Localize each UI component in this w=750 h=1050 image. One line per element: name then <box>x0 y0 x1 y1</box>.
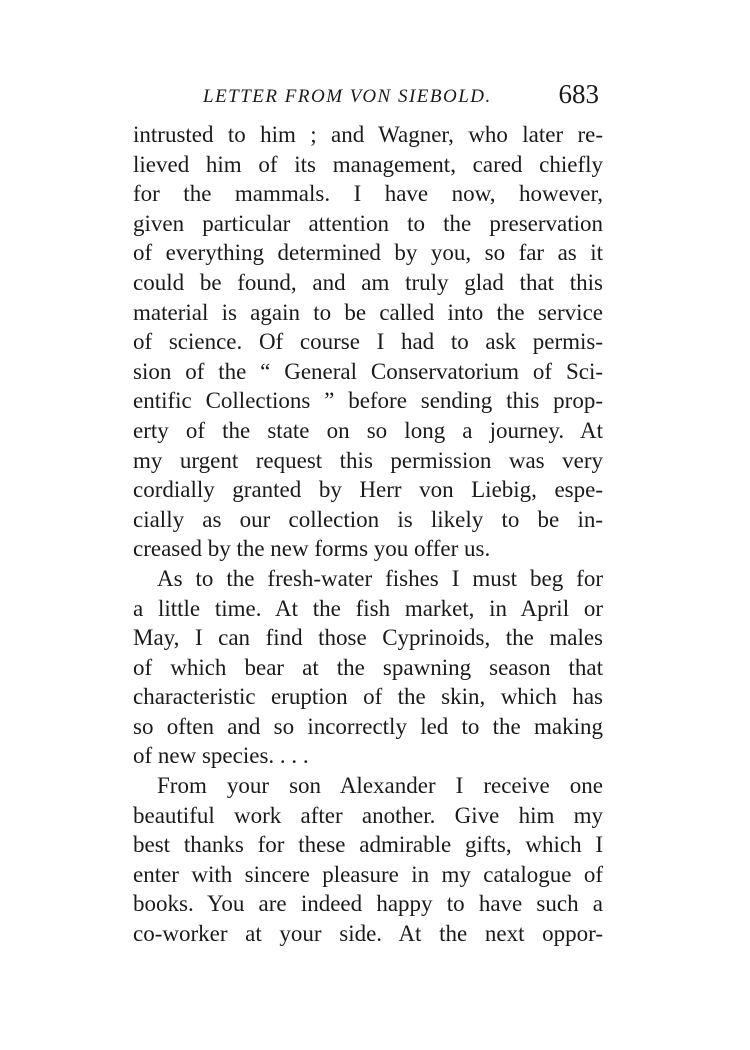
text-line: of science. Of course I had to ask permis- <box>133 329 603 355</box>
text-line: material is again to be called into the service <box>133 299 603 325</box>
paragraph-start-line: As to the fresh-water fishes I must beg for <box>157 565 603 591</box>
running-header <box>133 76 603 116</box>
text-line: enter with sincere pleasure in my catalogue of <box>133 861 603 887</box>
page-number: 683 <box>558 79 599 109</box>
text-line: characteristic eruption of the skin, which has <box>133 684 603 710</box>
text-line: for the mammals. I have now, however, <box>133 181 603 207</box>
text-line: best thanks for these admirable gifts, which I <box>133 832 603 858</box>
paragraph-end-line: of new species. . . . <box>133 743 309 769</box>
text-line: so often and so incorrectly led to the making <box>133 713 603 739</box>
text-line: beautiful work after another. Give him my <box>133 802 603 828</box>
text-line: given particular attention to the preservation <box>133 210 603 236</box>
text-line: entific Collections ” before sending this prop- <box>133 388 603 414</box>
text-line: lieved him of its management, cared chiefly <box>133 151 603 177</box>
paragraph-start-line: From your son Alexander I receive one <box>157 773 603 799</box>
text-line: of which bear at the spawning season that <box>133 654 603 680</box>
text-line: of everything determined by you, so far as it <box>133 240 603 266</box>
running-title: LETTER FROM VON SIEBOLD. <box>203 86 492 107</box>
text-line: a little time. At the fish market, in April or <box>133 595 603 621</box>
text-line: books. You are indeed happy to have such a <box>133 891 603 917</box>
text-line: cordially granted by Herr von Liebig, espe- <box>133 477 603 503</box>
text-line: cially as our collection is likely to be in- <box>133 506 603 532</box>
paragraph-end-line: creased by the new forms you offer us. <box>133 536 491 562</box>
text-line: erty of the state on so long a journey. At <box>133 417 603 443</box>
text-line: May, I can find those Cyprinoids, the males <box>133 625 603 651</box>
text-line: my urgent request this permission was very <box>133 447 603 473</box>
text-line: co-worker at your side. At the next oppor- <box>133 921 603 947</box>
text-line: intrusted to him ; and Wagner, who later re- <box>133 122 603 147</box>
body-text <box>133 120 603 949</box>
text-line: could be found, and am truly glad that this <box>133 269 603 295</box>
text-line: sion of the “ General Conservatorium of Sci- <box>133 358 603 384</box>
